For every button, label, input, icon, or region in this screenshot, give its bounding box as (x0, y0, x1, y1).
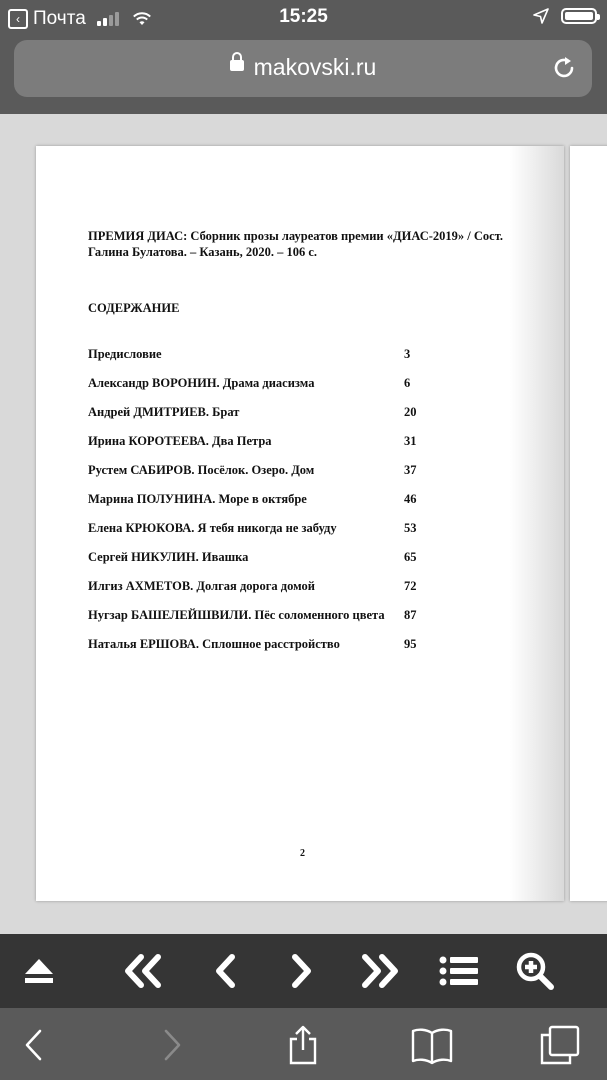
tabs-icon (538, 1024, 582, 1066)
tabs-button[interactable] (537, 1022, 583, 1068)
back-icon (20, 1027, 50, 1063)
toc-entry-title: Наталья ЕРШОВА. Сплошное расстройство (88, 637, 340, 651)
toc-entry-page: 72 (404, 579, 417, 593)
toc-entry-title: Предисловие (88, 347, 162, 361)
browser-back-button[interactable] (12, 1022, 58, 1068)
toc-entry-page: 65 (404, 550, 417, 564)
address-bar[interactable] (14, 40, 592, 97)
lock-icon (230, 60, 244, 71)
toc-entry-page: 31 (404, 434, 417, 448)
previous-page-icon (211, 953, 241, 989)
last-page-button[interactable] (357, 948, 403, 994)
toc-entry-page: 87 (404, 608, 417, 622)
location-arrow-icon (533, 8, 549, 24)
battery-icon (561, 8, 597, 24)
first-page-button[interactable] (120, 948, 166, 994)
toc-entry-title: Нугзар БАШЕЛЕЙШВИЛИ. Пёс соломенного цвета (88, 608, 385, 622)
pdf-viewer[interactable] (0, 114, 607, 934)
bookmarks-icon (410, 1025, 454, 1065)
last-page-icon (358, 953, 402, 989)
next-page-icon (286, 953, 316, 989)
url-display (14, 54, 592, 81)
eject-icon (22, 956, 56, 986)
toc-entry-title: Александр ВОРОНИН. Драма диасизма (88, 376, 315, 390)
toc-entry-page: 53 (404, 521, 417, 535)
share-icon (285, 1024, 321, 1066)
page-edge-shadow (510, 146, 564, 901)
share-button[interactable] (280, 1022, 326, 1068)
list-icon (438, 954, 480, 988)
zoom-button[interactable] (512, 948, 558, 994)
toc-entry-title: Сергей НИКУЛИН. Ивашка (88, 550, 249, 564)
browser-forward-button[interactable] (148, 1022, 194, 1068)
toc-entry-page: 46 (404, 492, 417, 506)
outline-list-button[interactable] (436, 948, 482, 994)
toc-title: СОДЕРЖАНИЕ (88, 301, 180, 315)
toc-entry-title: Рустем САБИРОВ. Посёлок. Озеро. Дом (88, 463, 315, 477)
toc-entry-page: 95 (404, 637, 417, 651)
back-arrow-icon: ‹ (8, 9, 28, 29)
toc-entry-title: Елена КРЮКОВА. Я тебя никогда не забуду (88, 521, 337, 535)
zoom-in-icon (515, 951, 555, 991)
safari-toolbar (0, 1008, 607, 1080)
next-page-button[interactable] (278, 948, 324, 994)
clock: 15:25 (279, 6, 328, 27)
browser-chrome (0, 0, 607, 114)
status-right (533, 8, 597, 24)
url-text: makovski.ru (253, 54, 377, 80)
status-bar (0, 0, 607, 36)
pdf-page (36, 146, 564, 901)
toc-entry-title: Ирина КОРОТЕЕВА. Два Петра (88, 434, 272, 448)
bibliographic-header: ПРЕМИЯ ДИАС: Сборник прозы лауреатов премии «ДИАС-2019» / Сост. Галина Булатова. – Казань, 2020. – 106 с. (88, 229, 504, 259)
toc-entry-page: 37 (404, 463, 417, 477)
toc-entry-page: 20 (404, 405, 417, 419)
bookmarks-button[interactable] (409, 1022, 455, 1068)
reload-icon[interactable] (550, 54, 578, 82)
toc-entry-title: Андрей ДМИТРИЕВ. Брат (88, 405, 240, 419)
eject-button[interactable] (16, 948, 62, 994)
back-app-label: Почта (33, 8, 86, 29)
forward-icon (156, 1027, 186, 1063)
previous-page-button[interactable] (203, 948, 249, 994)
page-number: 2 (300, 848, 305, 859)
toc-entry-page: 6 (404, 376, 411, 390)
next-pdf-page-edge (570, 146, 607, 901)
toc-entry-title: Илгиз АХМЕТОВ. Долгая дорога домой (88, 579, 315, 593)
pdf-toolbar (0, 934, 607, 1008)
toc-entry-page: 3 (404, 347, 411, 361)
first-page-icon (121, 953, 165, 989)
toc-entry-title: Марина ПОЛУНИНА. Море в октябре (88, 492, 307, 506)
